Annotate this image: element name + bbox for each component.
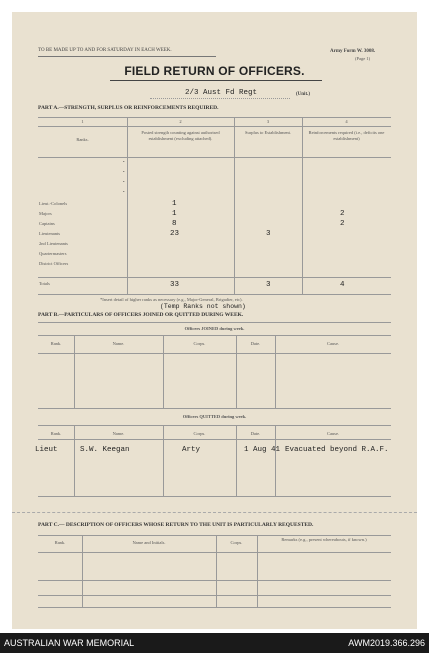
col-remarks: Remarks (e.g., present whereabouts, if known.) (281, 537, 367, 542)
totals-label: Totals (39, 281, 50, 286)
col-rank: Rank. (54, 540, 66, 545)
surplus-value: 3 (266, 230, 271, 238)
rank-label: Lieut.-Colonels (39, 201, 68, 206)
col-name: Name. (112, 341, 125, 346)
col-date: Date. (250, 431, 261, 436)
form-title: FIELD RETURN OF OFFICERS. (124, 64, 305, 78)
col-number-3: 3 (266, 119, 270, 124)
quitted-cause: Evacuated beyond R.A.F. (285, 446, 389, 454)
col-corps: Corps. (193, 341, 206, 346)
rank-label: Captains (39, 221, 55, 226)
rank-label: Quartermasters (39, 251, 67, 256)
col-corps: Corps. (193, 431, 206, 436)
total-reinforcements: 4 (340, 281, 345, 289)
col-header-reinforcements: Reinforcements required (i.e., deficits one establishment) (308, 130, 385, 141)
posted-value: 23 (170, 230, 180, 238)
form-number: Army Form W. 3008. (330, 49, 376, 54)
part-a-heading: PART A.—STRENGTH, SURPLUS OR REINFORCEMENTS REQUIRED. (38, 105, 219, 111)
part-c-heading: PART C.— DESCRIPTION OF OFFICERS WHOSE RETURN TO THE UNIT IS PARTICULARLY REQUESTED. (38, 522, 314, 528)
rank-label: 2nd Lieutenants (39, 241, 68, 246)
total-posted: 33 (170, 281, 180, 289)
rank-label: Lieutenants (39, 231, 60, 236)
quitted-corps: Arty (182, 446, 201, 454)
posted-value: 1 (172, 200, 177, 208)
footer-institution: AUSTRALIAN WAR MEMORIAL (4, 638, 135, 648)
col-header-surplus: Surplus to Establishment. (244, 130, 292, 135)
quitted-name: S.W. Keegan (80, 446, 130, 454)
quitted-title: Officers QUITTED during week. (182, 414, 247, 419)
unit-label: (Unit.) (296, 92, 311, 97)
reinforcement-value: 2 (340, 220, 345, 228)
quitted-date: 1 Aug 41 (244, 446, 281, 454)
footer-accession: AWM2019.366.296 (348, 638, 425, 648)
col-number-1: 1 (81, 119, 84, 124)
col-name-initials: Name and Initials. (132, 540, 166, 545)
unit-dotted-line (150, 98, 290, 99)
col-cause: Cause. (326, 431, 340, 436)
instruction-underline (38, 56, 216, 57)
title-underline (110, 80, 322, 81)
col-number-2: 2 (179, 119, 182, 124)
unit-value: 2/3 Aust Fd Regt (185, 89, 258, 97)
quitted-rank: Lieut (35, 446, 58, 454)
total-surplus: 3 (266, 281, 271, 289)
posted-value: 1 (172, 210, 177, 218)
archive-footer (0, 633, 429, 653)
posted-value: 8 (172, 220, 177, 228)
col-rank: Rank. (50, 431, 62, 436)
col-corps: Corps. (230, 540, 243, 545)
joined-title: Officers JOINED during week. (184, 326, 245, 331)
col-header-posted: Posted strength counting against authorised establishment (excluding attached). (141, 130, 220, 141)
col-date: Date. (250, 341, 261, 346)
typed-note: (Temp Ranks not shown) (160, 303, 246, 310)
col-cause: Cause. (326, 341, 340, 346)
section-divider (12, 512, 417, 513)
col-name: Name. (112, 431, 125, 436)
instruction-text: TO BE MADE UP TO AND FOR SATURDAY IN EACH WEEK. (38, 48, 172, 53)
col-number-4: 4 (345, 119, 348, 124)
page-number: (Page 1) (355, 56, 371, 61)
col-rank: Rank. (50, 341, 62, 346)
col-header-ranks: Ranks. (76, 137, 89, 142)
rank-label: Majors (39, 211, 52, 216)
rank-label: District Officers (39, 261, 69, 266)
reinforcement-value: 2 (340, 210, 345, 218)
footnote: *Insert detail of higher ranks as necessary (e.g., Major-General, Brigadier, etc). (100, 297, 243, 302)
part-b-heading: PART B.—PARTICULARS OF OFFICERS JOINED OR QUITTED DURING WEEK. (38, 312, 244, 318)
